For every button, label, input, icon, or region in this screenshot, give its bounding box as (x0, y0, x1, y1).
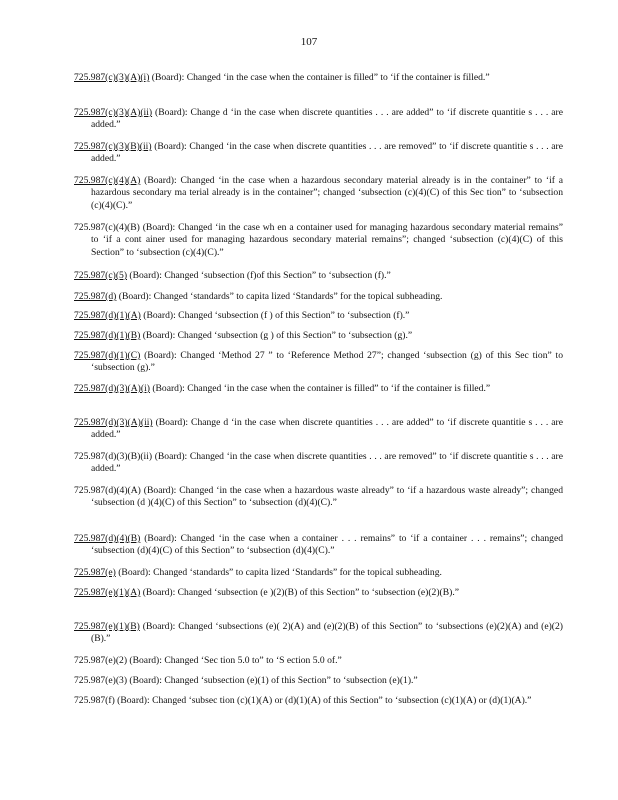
entry-text: (Board): Changed ‘in the case wh en a container used for managing hazardous secondary material remains” to ‘if a cont ainer used for managing hazardous secondary material remains”; changed ‘subsection (c)(4)(C) of this Section” to ‘subsection (c)(4)(C).” (91, 222, 563, 258)
entry-text: (Board): Changed ‘subsection (f ) of this Section” to ‘subsection (f).” (140, 310, 410, 321)
section-reference: 725.987(d) (74, 291, 117, 302)
amendment-entry (74, 141, 563, 166)
section-reference: 725.987(d)(3)(A)(i) (74, 383, 150, 394)
section-reference: 725.987(e)(3) (74, 675, 128, 686)
entry-text: (Board): Change d ‘in the case when discrete quantities . . . are added” to ‘if discrete quantitie s . . . are added.” (91, 417, 563, 441)
entry-text: (Board): Changed ‘subsection (e )(2)(B) of this Section” to ‘subsection (e)(2)(B).” (140, 587, 459, 598)
entry-text: (Board): Changed ‘standards” to capita lized ‘Standards” for the topical subheading. (115, 567, 442, 578)
entry-text: (Board): Changed ‘subsection (g ) of this Section” to ‘subsection (g).” (140, 330, 413, 341)
entry-text: (Board): Changed ‘in the case when the container is filled” to ‘if the container is filled.” (149, 72, 490, 83)
entry-text: (Board): Changed ‘in the case when discrete quantities . . . are removed” to ‘if discrete quantitie s . . . are added.” (91, 451, 563, 475)
section-reference: 725.987(c)(4)(B) (74, 222, 140, 233)
entry-text: (Board): Changed ‘standards” to capita lized ‘Standards” for the topical subheading. (116, 291, 443, 302)
amendment-entry (74, 485, 563, 510)
entry-text: (Board): Changed ‘subsections (e)( 2)(A) and (e)(2)(B) of this Section” to ‘subsections (e)(2)(A) and (e)(2)(B).” (91, 621, 563, 645)
section-reference: 725.987(d)(3)(A)(ii) (74, 417, 153, 428)
section-reference: 725.987(f) (74, 695, 115, 706)
section-reference: 725.987(d)(1)(A) (74, 310, 141, 321)
entry-text: (Board): Changed ‘subsection (f)of this Section” to ‘subsection (f).” (127, 270, 391, 281)
entry-text: (Board): Changed ‘Sec tion 5.0 to” to ‘S ection 5.0 of.” (127, 655, 342, 666)
amendment-entry (74, 383, 563, 395)
entry-text: (Board): Changed ‘subsec tion (c)(1)(A) or (d)(1)(A) of this Section” to ‘subsection (c)(1)(A) or (d)(1)(A).” (114, 695, 532, 706)
entry-text: (Board): Changed ‘in the case when a container . . . remains” to ‘if a container . . . remains”; changed ‘subsection (d)(4)(C) of this Section” to ‘subsection (d)(4)(C).” (91, 533, 563, 557)
amendment-entry (74, 567, 563, 579)
section-reference: 725.987(d)(1)(C) (74, 350, 141, 361)
page-number: 107 (300, 36, 318, 48)
amendment-entry (74, 350, 563, 375)
amendment-entry (74, 330, 563, 342)
entry-text: (Board): Changed ‘Method 27 ” to ‘Reference Method 27”; changed ‘subsection (g) of this Sec tion” to ‘subsection (g).” (91, 350, 563, 374)
section-reference: 725.987(e) (74, 567, 116, 578)
entry-text: (Board): Changed ‘in the case when the container is filled” to ‘if the container is filled.” (149, 383, 491, 394)
entry-text: (Board): Changed ‘in the case when a hazardous waste already” to ‘if a hazardous waste already”; changed ‘subsection (d )(4)(C) of this Section” to ‘subsection (d)(4)(C).” (91, 485, 563, 509)
amendment-entry (74, 621, 563, 646)
entry-text: (Board): Changed ‘subsection (e)(1) of this Section” to ‘subsection (e)(1).” (127, 675, 418, 686)
section-reference: 725.987(d)(4)(A) (74, 485, 141, 496)
section-reference: 725.987(c)(4)(A) (74, 175, 141, 186)
amendment-entry (74, 291, 563, 303)
amendment-entry (74, 587, 563, 599)
entry-text: (Board): Changed ‘in the case when a hazardous secondary material already is in the container” to ‘if a hazardous secondary ma terial already is in the container”; changed ‘subsection (c)(4)(C) of this Sec tion” to ‘subsection (c)(4)(C).” (91, 175, 563, 211)
amendment-entry (74, 222, 563, 259)
section-reference: 725.987(c)(3)(B)(ii) (74, 141, 152, 152)
amendment-entry (74, 655, 563, 667)
amendment-entry (74, 270, 563, 282)
entry-text: (Board): Changed ‘in the case when discrete quantities . . . are removed” to ‘if discrete quantitie s . . . are added.” (91, 141, 563, 165)
section-reference: 725.987(e)(1)(A) (74, 587, 141, 598)
amendment-entry (74, 695, 563, 707)
amendment-entry (74, 451, 563, 476)
section-reference: 725.987(c)(3)(A)(i) (74, 72, 150, 83)
section-reference: 725.987(c)(3)(A)(ii) (74, 107, 153, 118)
section-reference: 725.987(e)(2) (74, 655, 128, 666)
amendment-entry (74, 417, 563, 442)
amendment-entry (74, 72, 563, 84)
section-reference: 725.987(d)(1)(B) (74, 330, 141, 341)
amendment-entry (74, 310, 563, 322)
amendment-entry (74, 533, 563, 558)
section-reference: 725.987(e)(1)(B) (74, 621, 140, 632)
section-reference: 725.987(d)(4)(B) (74, 533, 141, 544)
entry-text: (Board): Change d ‘in the case when discrete quantities . . . are added” to ‘if discrete quantitie s . . . are added.” (91, 107, 563, 131)
amendment-entry (74, 175, 563, 212)
amendment-entry (74, 107, 563, 132)
section-reference: 725.987(d)(3)(B)(ii) (74, 451, 153, 462)
section-reference: 725.987(c)(5) (74, 270, 128, 281)
amendment-entry (74, 675, 563, 687)
